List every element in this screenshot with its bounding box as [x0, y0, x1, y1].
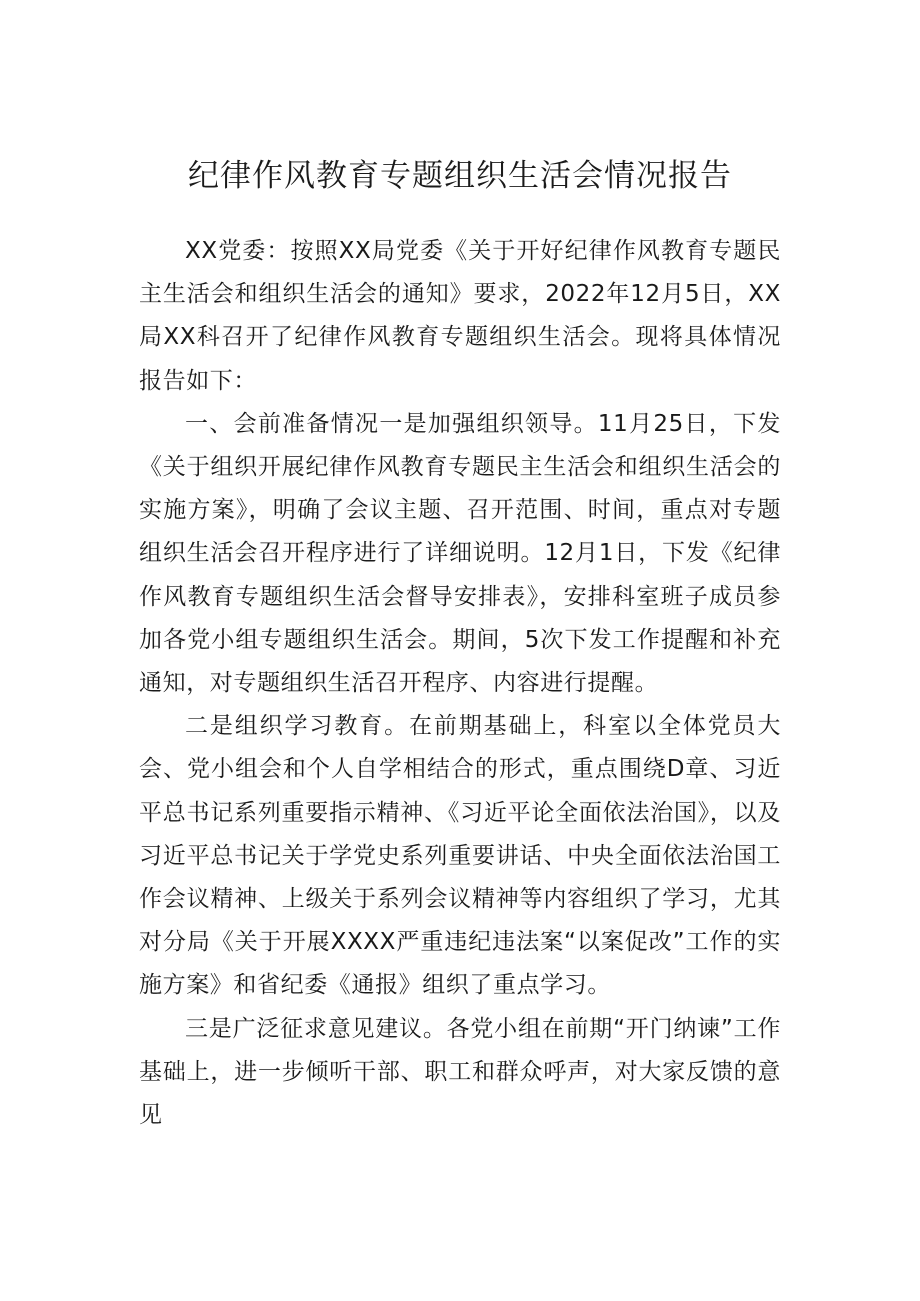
paragraph-intro: XX党委：按照XX局党委《关于开好纪律作风教育专题民主生活会和组织生活会的通知》要求，2022年12月5日，XX局XX科召开了纪律作风教育专题组织生活会。现将具体情况报告如下：	[139, 238, 781, 394]
paragraph-preparation: 一、会前准备情况一是加强组织领导。11月25日，下发《关于组织开展纪律作风教育专题民主生活会和组织生活会的实施方案》，明确了会议主题、召开范围、时间，重点对专题组织生活会召开程序进行了详细说明。12月1日，下发《纪律作风教育专题组织生活会督导安排表》，安排科室班子成员参加各党小组专题组织生活会。期间，5次下发工作提醒和补充通知，对专题组织生活召开程序、内容进行提醒。	[139, 410, 781, 697]
document-title: 纪律作风教育专题组织生活会情况报告	[188, 158, 732, 194]
paragraph-study-education: 二是组织学习教育。在前期基础上，科室以全体党员大会、党小组会和个人自学相结合的形式，重点围绕D章、习近平总书记系列重要指示精神、《习近平论全面依法治国》，以及习近平总书记关于学党史系列重要讲话、中央全面依法治国工作会议精神、上级关于系列会议精神等内容组织了学习，尤其对分局《关于开展XXXX严重违纪违法案“以案促改”工作的实施方案》和省纪委《通报》组织了重点学习。	[139, 713, 781, 999]
paragraph-solicit-opinions: 三是广泛征求意见建议。各党小组在前期“开门纳谏”工作基础上，进一步倾听干部、职工和群众呼声，对大家反馈的意见	[139, 1015, 781, 1129]
document-body	[139, 224, 781, 1137]
